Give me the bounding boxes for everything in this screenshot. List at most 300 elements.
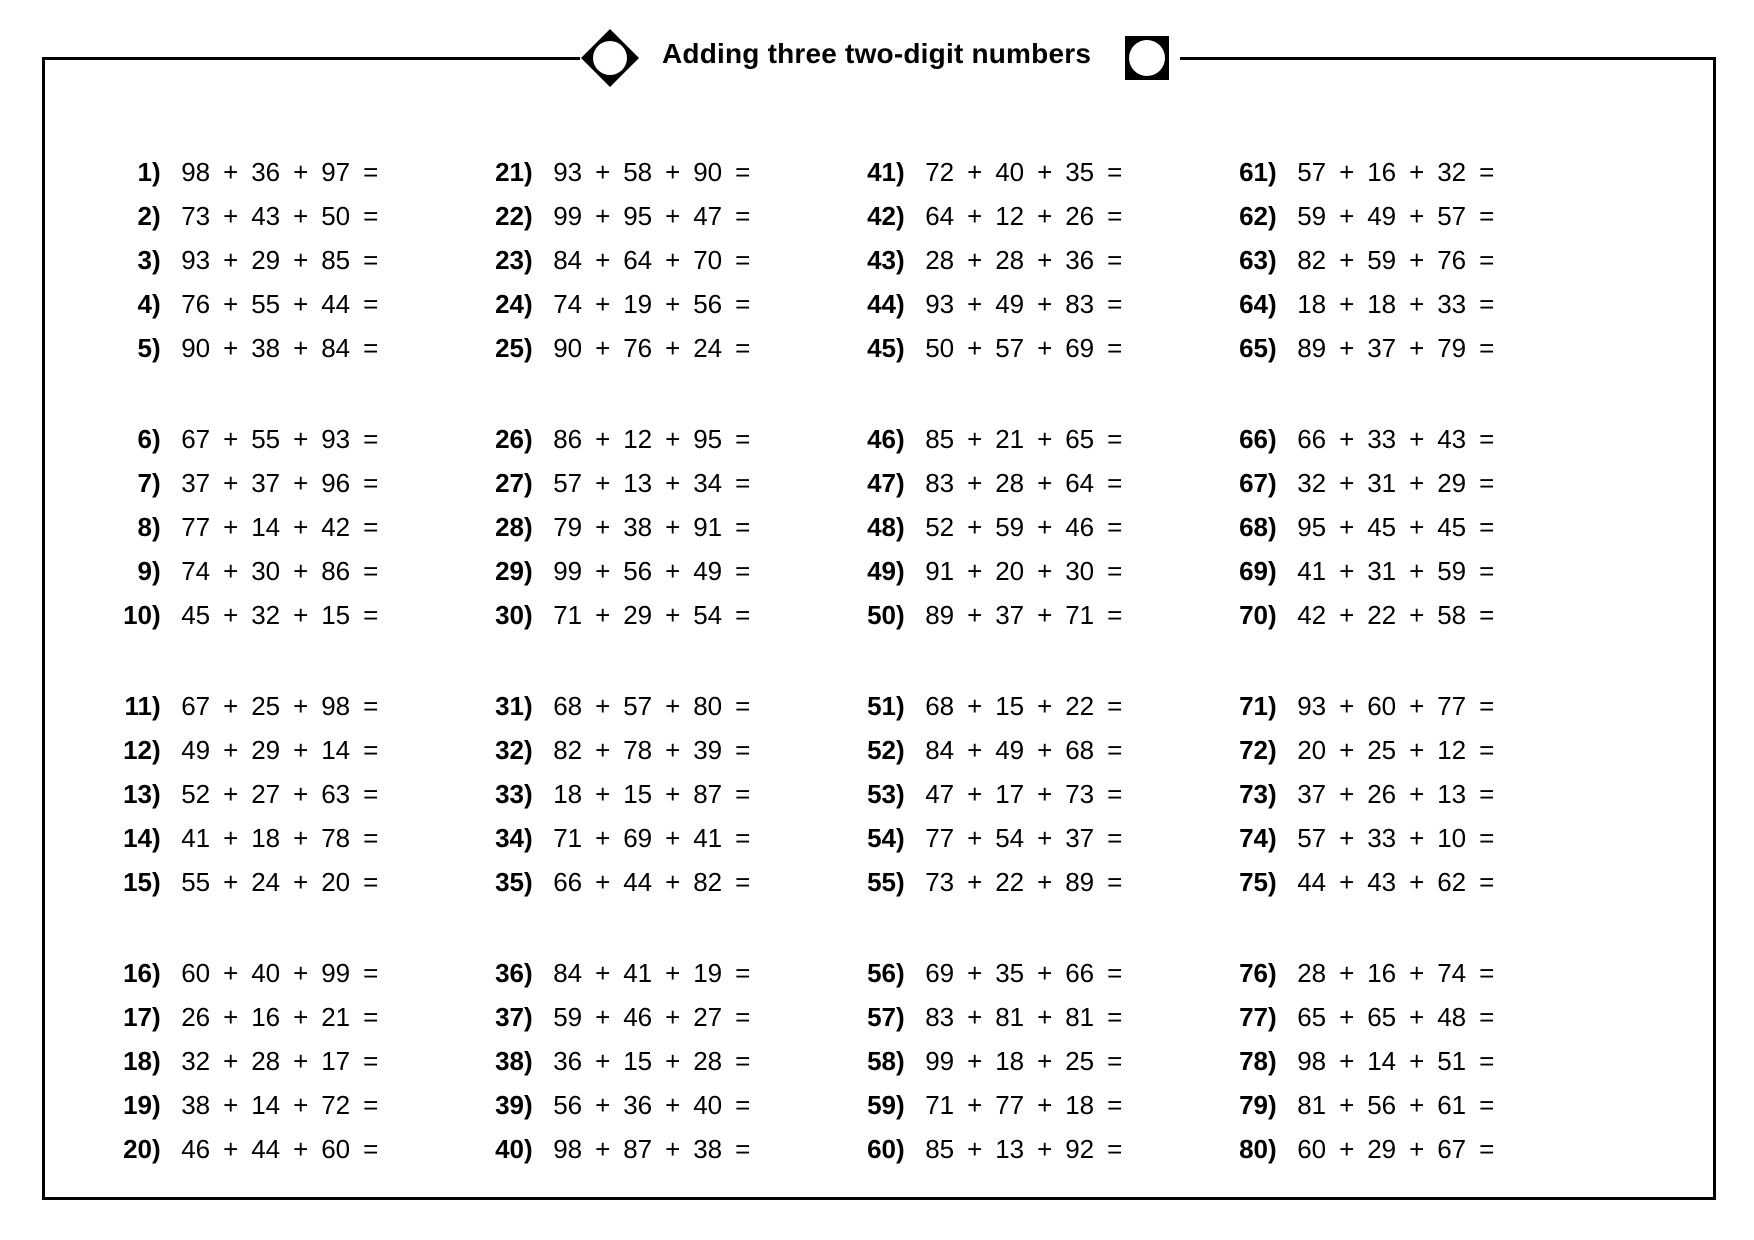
plus-sign: + [967, 288, 983, 319]
plus-sign: + [1339, 734, 1355, 765]
problem-number: 34 [495, 822, 524, 853]
problem-row [1218, 238, 1618, 282]
equals-sign: = [735, 822, 751, 853]
addend: 12 [1437, 734, 1467, 765]
problem-paren: ) [152, 1089, 161, 1120]
plus-sign: + [595, 778, 611, 809]
addend: 15 [623, 778, 653, 809]
addend: 79 [553, 511, 583, 542]
problem-number: 16 [123, 957, 152, 988]
addend: 59 [1437, 555, 1467, 586]
equals-sign: = [1107, 244, 1123, 275]
addend: 48 [1437, 1001, 1467, 1032]
equals-sign: = [1107, 866, 1123, 897]
equals-sign: = [1479, 511, 1495, 542]
addend: 79 [1437, 332, 1467, 363]
problem-paren: ) [896, 734, 905, 765]
equals-sign: = [1479, 822, 1495, 853]
plus-sign: + [665, 1133, 681, 1164]
problem-row [846, 326, 1246, 370]
problem-paren: ) [1268, 244, 1277, 275]
addend: 93 [553, 156, 583, 187]
plus-sign: + [665, 866, 681, 897]
problem-number: 30 [495, 599, 524, 630]
addend: 71 [553, 822, 583, 853]
plus-sign: + [967, 778, 983, 809]
equals-sign: = [363, 822, 379, 853]
addend: 64 [1065, 467, 1095, 498]
plus-sign: + [1409, 778, 1425, 809]
addend: 40 [251, 957, 281, 988]
addend: 16 [251, 1001, 281, 1032]
addend: 54 [995, 822, 1025, 853]
addend: 25 [1367, 734, 1397, 765]
addend: 21 [995, 423, 1025, 454]
addend: 36 [623, 1089, 653, 1120]
problem-row [474, 1127, 874, 1171]
plus-sign: + [293, 599, 309, 630]
problem-number: 31 [495, 690, 524, 721]
problem-paren: ) [1268, 778, 1277, 809]
addend: 49 [1367, 200, 1397, 231]
problem-paren: ) [152, 778, 161, 809]
plus-sign: + [1409, 332, 1425, 363]
addend: 99 [925, 1045, 955, 1076]
problem-number: 2 [137, 200, 152, 231]
addend: 20 [321, 866, 351, 897]
problem-row [1218, 1127, 1618, 1171]
plus-sign: + [595, 467, 611, 498]
problem-paren: ) [524, 690, 533, 721]
problem-paren: ) [152, 467, 161, 498]
addend: 41 [181, 822, 211, 853]
addend: 96 [321, 467, 351, 498]
addend: 16 [1367, 156, 1397, 187]
plus-sign: + [595, 599, 611, 630]
problem-paren: ) [896, 244, 905, 275]
addend: 73 [925, 866, 955, 897]
addend: 56 [623, 555, 653, 586]
problem-paren: ) [1268, 1089, 1277, 1120]
plus-sign: + [1339, 866, 1355, 897]
addend: 55 [251, 288, 281, 319]
addend: 78 [623, 734, 653, 765]
addend: 18 [1297, 288, 1327, 319]
plus-sign: + [595, 1133, 611, 1164]
addend: 71 [553, 599, 583, 630]
addend: 90 [553, 332, 583, 363]
plus-sign: + [1037, 957, 1053, 988]
plus-sign: + [1037, 1133, 1053, 1164]
addend: 14 [1367, 1045, 1397, 1076]
problem-row [474, 816, 874, 860]
addend: 16 [1367, 957, 1397, 988]
problem-number: 58 [867, 1045, 896, 1076]
addend: 35 [1065, 156, 1095, 187]
problem-number: 33 [495, 778, 524, 809]
equals-sign: = [735, 734, 751, 765]
problem-paren: ) [524, 778, 533, 809]
equals-sign: = [735, 1089, 751, 1120]
problem-row [1218, 1039, 1618, 1083]
equals-sign: = [363, 156, 379, 187]
addend: 84 [553, 957, 583, 988]
plus-sign: + [293, 288, 309, 319]
problem-row [102, 772, 502, 816]
addend: 52 [925, 511, 955, 542]
equals-sign: = [735, 1133, 751, 1164]
equals-sign: = [735, 1001, 751, 1032]
problem-number: 51 [867, 690, 896, 721]
problem-number: 60 [867, 1133, 896, 1164]
equals-sign: = [363, 332, 379, 363]
addend: 86 [321, 555, 351, 586]
problem-group [1218, 150, 1618, 370]
equals-sign: = [363, 511, 379, 542]
plus-sign: + [967, 1089, 983, 1120]
problem-paren: ) [1268, 200, 1277, 231]
addend: 15 [321, 599, 351, 630]
plus-sign: + [665, 778, 681, 809]
problem-paren: ) [1268, 555, 1277, 586]
problem-row [1218, 417, 1618, 461]
addend: 90 [693, 156, 723, 187]
addend: 13 [623, 467, 653, 498]
addend: 29 [1437, 467, 1467, 498]
problem-paren: ) [524, 423, 533, 454]
problem-number: 20 [123, 1133, 152, 1164]
equals-sign: = [1479, 778, 1495, 809]
addend: 99 [553, 555, 583, 586]
problem-number: 52 [867, 734, 896, 765]
equals-sign: = [1107, 1089, 1123, 1120]
addend: 29 [251, 244, 281, 275]
problem-number: 47 [867, 467, 896, 498]
addend: 67 [1437, 1133, 1467, 1164]
equals-sign: = [1107, 288, 1123, 319]
problem-paren: ) [1268, 734, 1277, 765]
equals-sign: = [735, 555, 751, 586]
equals-sign: = [363, 288, 379, 319]
problem-number: 14 [123, 822, 152, 853]
equals-sign: = [1107, 200, 1123, 231]
plus-sign: + [665, 423, 681, 454]
plus-sign: + [223, 778, 239, 809]
addend: 45 [1367, 511, 1397, 542]
plus-sign: + [967, 156, 983, 187]
plus-sign: + [1339, 156, 1355, 187]
problem-paren: ) [152, 1133, 161, 1164]
plus-sign: + [1037, 555, 1053, 586]
addend: 38 [693, 1133, 723, 1164]
plus-sign: + [223, 288, 239, 319]
addend: 64 [925, 200, 955, 231]
addend: 43 [1437, 423, 1467, 454]
problem-number: 35 [495, 866, 524, 897]
problem-group [1218, 684, 1618, 904]
addend: 41 [693, 822, 723, 853]
plus-sign: + [1409, 599, 1425, 630]
problem-number: 7 [137, 467, 152, 498]
plus-sign: + [665, 1089, 681, 1120]
addend: 83 [925, 467, 955, 498]
problem-column [102, 150, 502, 1218]
addend: 77 [995, 1089, 1025, 1120]
problem-paren: ) [1268, 332, 1277, 363]
addend: 57 [623, 690, 653, 721]
plus-sign: + [665, 511, 681, 542]
plus-sign: + [1037, 778, 1053, 809]
equals-sign: = [1107, 690, 1123, 721]
addend: 95 [693, 423, 723, 454]
addend: 77 [1437, 690, 1467, 721]
addend: 44 [321, 288, 351, 319]
problem-paren: ) [524, 599, 533, 630]
plus-sign: + [1339, 1089, 1355, 1120]
addend: 18 [995, 1045, 1025, 1076]
plus-sign: + [1339, 332, 1355, 363]
plus-sign: + [1409, 156, 1425, 187]
plus-sign: + [1409, 822, 1425, 853]
plus-sign: + [595, 866, 611, 897]
equals-sign: = [1107, 332, 1123, 363]
problem-number: 73 [1239, 778, 1268, 809]
problem-number: 75 [1239, 866, 1268, 897]
plus-sign: + [1339, 822, 1355, 853]
addend: 70 [693, 244, 723, 275]
equals-sign: = [735, 423, 751, 454]
plus-sign: + [1339, 244, 1355, 275]
addend: 93 [925, 288, 955, 319]
problem-paren: ) [524, 1089, 533, 1120]
problem-row [474, 1083, 874, 1127]
equals-sign: = [363, 200, 379, 231]
equals-sign: = [735, 288, 751, 319]
problem-column [846, 150, 1246, 1218]
equals-sign: = [363, 1133, 379, 1164]
problem-number: 23 [495, 244, 524, 275]
plus-sign: + [967, 555, 983, 586]
equals-sign: = [735, 1045, 751, 1076]
problem-paren: ) [896, 778, 905, 809]
problem-number: 9 [137, 555, 152, 586]
plus-sign: + [665, 332, 681, 363]
plus-sign: + [1037, 599, 1053, 630]
worksheet-header [580, 22, 1180, 94]
addend: 91 [693, 511, 723, 542]
plus-sign: + [595, 332, 611, 363]
problem-paren: ) [1268, 866, 1277, 897]
plus-sign: + [1409, 555, 1425, 586]
problem-paren: ) [524, 957, 533, 988]
plus-sign: + [967, 423, 983, 454]
addend: 71 [1065, 599, 1095, 630]
addend: 29 [1367, 1133, 1397, 1164]
addend: 66 [1065, 957, 1095, 988]
square-circle-icon [1125, 36, 1169, 80]
addend: 50 [321, 200, 351, 231]
problem-group [474, 417, 874, 637]
problem-number: 42 [867, 200, 896, 231]
problem-row [474, 772, 874, 816]
equals-sign: = [735, 957, 751, 988]
problem-row [474, 505, 874, 549]
plus-sign: + [595, 1045, 611, 1076]
addend: 60 [1367, 690, 1397, 721]
problem-row [1218, 505, 1618, 549]
problem-paren: ) [524, 866, 533, 897]
problem-number: 63 [1239, 244, 1268, 275]
addend: 18 [553, 778, 583, 809]
problem-number: 49 [867, 555, 896, 586]
problem-paren: ) [524, 1133, 533, 1164]
equals-sign: = [1479, 1045, 1495, 1076]
problem-paren: ) [1268, 690, 1277, 721]
addend: 37 [1367, 332, 1397, 363]
plus-sign: + [1409, 200, 1425, 231]
addend: 83 [925, 1001, 955, 1032]
plus-sign: + [595, 690, 611, 721]
addend: 81 [1065, 1001, 1095, 1032]
problem-number: 68 [1239, 511, 1268, 542]
problem-group [846, 417, 1246, 637]
addend: 68 [925, 690, 955, 721]
addend: 82 [553, 734, 583, 765]
addend: 37 [1065, 822, 1095, 853]
addend: 66 [1297, 423, 1327, 454]
problem-row [102, 150, 502, 194]
equals-sign: = [1107, 822, 1123, 853]
addend: 18 [1065, 1089, 1095, 1120]
problem-group [474, 150, 874, 370]
plus-sign: + [1037, 822, 1053, 853]
plus-sign: + [967, 467, 983, 498]
plus-sign: + [665, 599, 681, 630]
equals-sign: = [1107, 1045, 1123, 1076]
plus-sign: + [665, 734, 681, 765]
problem-row [102, 995, 502, 1039]
plus-sign: + [595, 1001, 611, 1032]
equals-sign: = [1479, 244, 1495, 275]
problem-number: 59 [867, 1089, 896, 1120]
plus-sign: + [1409, 690, 1425, 721]
addend: 59 [1297, 200, 1327, 231]
problem-number: 56 [867, 957, 896, 988]
plus-sign: + [967, 822, 983, 853]
problem-number: 18 [123, 1045, 152, 1076]
problem-paren: ) [896, 1045, 905, 1076]
addend: 25 [1065, 1045, 1095, 1076]
addend: 12 [995, 200, 1025, 231]
problem-paren: ) [152, 734, 161, 765]
addend: 49 [181, 734, 211, 765]
problem-paren: ) [152, 822, 161, 853]
problem-row [846, 951, 1246, 995]
problem-row [846, 150, 1246, 194]
plus-sign: + [223, 423, 239, 454]
plus-sign: + [223, 1089, 239, 1120]
addend: 19 [693, 957, 723, 988]
problem-paren: ) [152, 511, 161, 542]
addend: 60 [321, 1133, 351, 1164]
addend: 19 [623, 288, 653, 319]
addend: 98 [553, 1133, 583, 1164]
addend: 29 [251, 734, 281, 765]
equals-sign: = [1479, 200, 1495, 231]
plus-sign: + [1339, 511, 1355, 542]
addend: 40 [995, 156, 1025, 187]
page-title: Adding three two-digit numbers [662, 38, 1092, 69]
plus-sign: + [595, 555, 611, 586]
equals-sign: = [1479, 555, 1495, 586]
plus-sign: + [223, 866, 239, 897]
addend: 17 [321, 1045, 351, 1076]
problem-number: 74 [1239, 822, 1268, 853]
problem-number: 70 [1239, 599, 1268, 630]
addend: 51 [1437, 1045, 1467, 1076]
plus-sign: + [1037, 1001, 1053, 1032]
problem-number: 62 [1239, 200, 1268, 231]
addend: 28 [1297, 957, 1327, 988]
addend: 56 [693, 288, 723, 319]
addend: 89 [1065, 866, 1095, 897]
addend: 38 [251, 332, 281, 363]
addend: 21 [321, 1001, 351, 1032]
addend: 46 [1065, 511, 1095, 542]
problem-row [1218, 951, 1618, 995]
problem-paren: ) [1268, 1001, 1277, 1032]
addend: 28 [925, 244, 955, 275]
plus-sign: + [967, 511, 983, 542]
plus-sign: + [223, 555, 239, 586]
plus-sign: + [223, 244, 239, 275]
problem-row [102, 1127, 502, 1171]
addend: 98 [321, 690, 351, 721]
problem-paren: ) [896, 156, 905, 187]
plus-sign: + [1339, 288, 1355, 319]
problem-paren: ) [152, 1001, 161, 1032]
addend: 37 [181, 467, 211, 498]
plus-sign: + [1339, 1001, 1355, 1032]
addend: 17 [995, 778, 1025, 809]
equals-sign: = [1479, 1089, 1495, 1120]
problem-group [846, 150, 1246, 370]
plus-sign: + [967, 690, 983, 721]
addend: 89 [1297, 332, 1327, 363]
addend: 57 [1297, 156, 1327, 187]
equals-sign: = [1107, 778, 1123, 809]
plus-sign: + [595, 1089, 611, 1120]
plus-sign: + [1339, 599, 1355, 630]
addend: 38 [623, 511, 653, 542]
problem-paren: ) [152, 288, 161, 319]
plus-sign: + [595, 822, 611, 853]
problem-number: 41 [867, 156, 896, 187]
addend: 83 [1065, 288, 1095, 319]
problem-paren: ) [896, 1133, 905, 1164]
addend: 67 [181, 690, 211, 721]
addend: 49 [995, 288, 1025, 319]
addend: 42 [1297, 599, 1327, 630]
problem-number: 13 [123, 778, 152, 809]
addend: 22 [1065, 690, 1095, 721]
addend: 49 [693, 555, 723, 586]
plus-sign: + [967, 1133, 983, 1164]
problem-row [102, 417, 502, 461]
problem-number: 46 [867, 423, 896, 454]
problem-group [474, 951, 874, 1171]
addend: 31 [1367, 467, 1397, 498]
